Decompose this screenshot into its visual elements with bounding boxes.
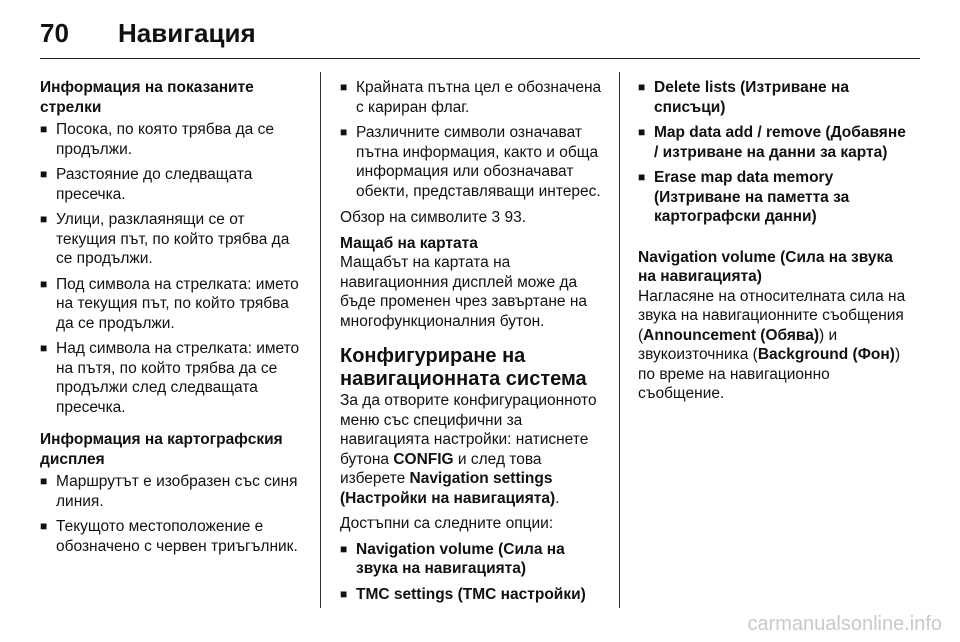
column-divider-1	[320, 72, 321, 608]
symbols-overview-ref: Обзор на символите 3 93.	[340, 209, 527, 226]
map-display-list	[40, 472, 308, 556]
config-paragraph: За да отворите конфигурационното меню със специфични за навигацията настройки: натиснете бутона CONFIG и след това изберете Navigation settings (Настройки на навигацията).	[340, 392, 597, 507]
list-item: ■ Navigation volume (Сила на звука на навигацията)	[340, 540, 608, 579]
options-list	[340, 540, 608, 605]
map-symbols-list	[340, 78, 608, 201]
section-heading-arrows: Информация на показаните стрелки	[40, 79, 254, 116]
background-label: Background (Фон)	[757, 346, 895, 363]
list-item: ■ Улици, разклаянящи се от текущия път, по който трябва да се продължи.	[40, 210, 308, 269]
header-rule	[40, 58, 920, 59]
watermark: carmanualsonline.info	[747, 613, 942, 635]
page-ref-arrow-icon: 3	[491, 209, 501, 226]
list-item: ■ Текущото местоположение е обозначено с червен триъгълник.	[40, 517, 308, 556]
column-3	[638, 78, 906, 410]
section-heading-map-scale: Мащаб на картата	[340, 234, 478, 252]
list-item: ■ Под символа на стрелката: името на текущия път, по който трябва да се продължи.	[40, 275, 308, 334]
map-scale-text: Мащабът на картата на навигационния дисплей може да бъде променен чрез завъртане на многофункционалния бутон.	[340, 254, 587, 330]
announcement-label: Announcement (Обява)	[643, 326, 820, 344]
section-heading-navigation-volume: Navigation volume (Сила на звука на навигацията)	[638, 248, 893, 285]
list-item: ■ Посока, по която трябва да се продължи.	[40, 120, 308, 159]
list-item: ■ Delete lists (Изтриване на списъци)	[638, 78, 906, 117]
arrow-info-list	[40, 120, 308, 417]
list-item: ■ Крайната пътна цел е обозначена с кариран флаг.	[340, 78, 608, 117]
list-item: ■ Различните символи означават пътна информация, както и обща информация или обозначават обекти, представляващи интерес.	[340, 123, 608, 201]
options-intro: Достъпни са следните опции:	[340, 515, 554, 532]
page-title: Навигация	[118, 18, 256, 48]
section-heading-configuration: Конфигуриране на навигационната система	[340, 345, 587, 390]
list-item: ■ Erase map data memory (Изтриване на паметта за картографски данни)	[638, 168, 906, 227]
column-divider-2	[619, 72, 620, 608]
config-key: CONFIG	[393, 450, 454, 468]
list-item: ■ TMC settings (TMC настройки)	[340, 585, 608, 605]
column-1	[40, 78, 308, 569]
volume-paragraph: Нагласяне на относителната сила на звука на навигационните съобщения (Announcement (Обява)) и звукоизточника (Background (Фон)) по време на навигационно съобщение.	[638, 287, 906, 402]
page-number: 70	[40, 18, 69, 48]
list-item: ■ Над символа на стрелката: името на пътя, по който трябва да се продължи след следващата пресечка.	[40, 339, 308, 417]
more-options-list	[638, 78, 906, 227]
list-item: ■ Маршрутът е изобразен със синя линия.	[40, 472, 308, 511]
column-2	[340, 78, 608, 617]
list-item: ■ Map data add / remove (Добавяне / изтриване на данни за карта)	[638, 123, 906, 162]
navigation-settings-label: Navigation settings (Настройки на навигацията)	[340, 470, 556, 507]
section-heading-map-display: Информация на картографския дисплея	[40, 431, 283, 468]
list-item: ■ Разстояние до следващата пресечка.	[40, 165, 308, 204]
page-header	[40, 14, 920, 58]
